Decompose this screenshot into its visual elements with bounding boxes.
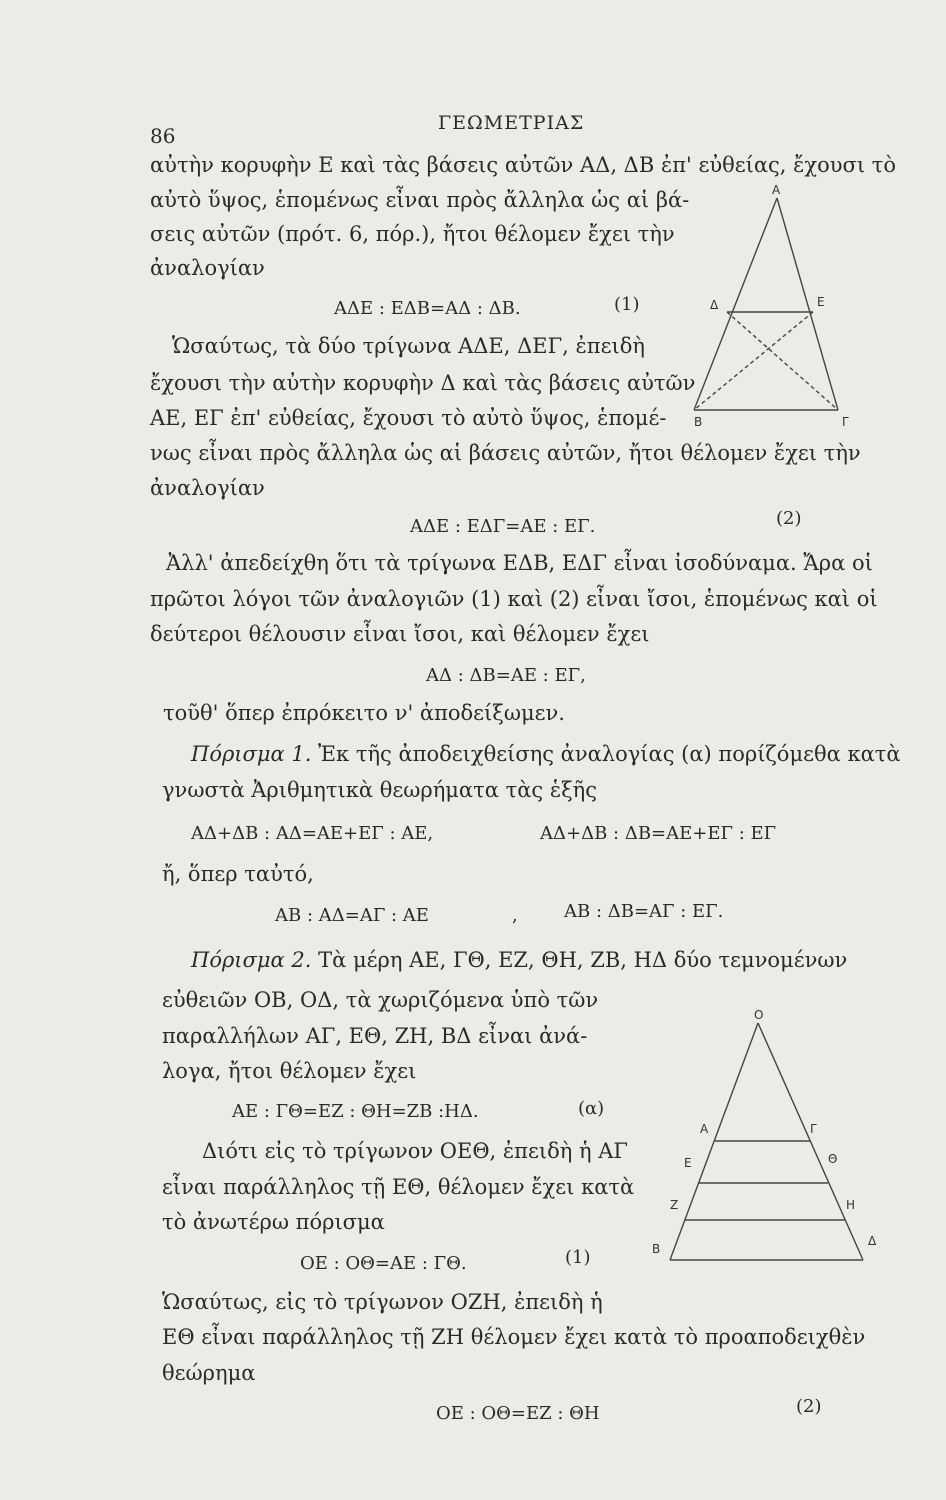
equation: ΑΕ : ΓΘ=ΕΖ : ΘΗ=ΖΒ :ΗΔ. [232,1101,479,1122]
equation-number: (1) [565,1247,591,1268]
text-line: πρῶτοι λόγοι τῶν ἀναλογιῶν (1) καὶ (2) εἶναι ἴσοι, ἑπομένως καὶ οἱ [150,587,878,611]
corollary-1-label: Πόρισμα 1. [191,742,312,766]
text-line: σεις αὐτῶν (πρότ. 6, πόρ.), ἤτοι θέλομεν ἔχει τὴν [150,222,675,246]
fig1-label-a: A [772,183,781,197]
text-line: λογα, ἤτοι θέλομεν ἔχει [162,1059,417,1083]
text-line: εὐθειῶν ΟΒ, ΟΔ, τὰ χωριζόμενα ὑπὸ τῶν [162,988,599,1012]
text-line: Ὡσαύτως, τὰ δύο τρίγωνα ΑΔΕ, ΔΕΓ, ἐπειδὴ [172,334,645,358]
triangle-figure-2 [640,1005,890,1285]
fig2-label-z: Z [670,1198,679,1212]
fig2-label-th: Θ [828,1152,838,1166]
equation-number: (2) [796,1396,822,1417]
fig2-label-o: O [754,1008,764,1022]
text-line: Ἐκ τῆς ἀποδειχθείσης ἀναλογίας (α) πορίζόμεθα κατὰ [318,742,901,766]
equation-number: (2) [776,508,802,529]
fig1-label-d: Δ [710,298,719,312]
equation: ΑΔ+ΔΒ : ΔΒ=ΑΕ+ΕΓ : ΕΓ [540,823,777,844]
equation: ΑΔΕ : ΕΔΓ=ΑΕ : ΕΓ. [410,516,596,537]
equation: ΑΒ : ΔΒ=ΑΓ : ΕΓ. [564,901,724,922]
fig2-label-d: Δ [868,1234,877,1248]
equation: ΟΕ : ΟΘ=ΑΕ : ΓΘ. [300,1253,467,1274]
text-line: ΕΘ εἶναι παράλληλος τῇ ΖΗ θέλομεν ἔχει κατὰ τὸ προαποδειχθὲν [162,1325,866,1349]
triangle-figure-1 [680,180,860,430]
text-line: αὐτὸ ὕψος, ἑπομένως εἶναι πρὸς ἄλληλα ὡς αἱ βά- [150,188,690,212]
fig1-label-b: B [694,415,703,429]
text-line: ἤ, ὅπερ ταὐτό, [162,862,314,886]
equation: ΟΕ : ΟΘ=ΕΖ : ΘΗ [436,1403,600,1424]
fig2-label-a: A [700,1122,709,1136]
equation: ΑΔ+ΔΒ : ΑΔ=ΑΕ+ΕΓ : ΑΕ, [191,823,434,844]
text-line: ΑΕ, ΕΓ ἐπ' εὐθείας, ἔχουσι τὸ αὐτὸ ὕψος, ἑπομέ- [150,406,667,430]
text-line: ἔχουσι τὴν αὐτὴν κορυφὴν Δ καὶ τὰς βάσεις αὐτῶν [150,371,696,395]
text-line: νως εἶναι πρὸς ἄλληλα ὡς αἱ βάσεις αὐτῶν, ἤτοι θέλομεν ἔχει τὴν [150,441,861,465]
text-line: Ἀλλ' ἀπεδείχθη ὅτι τὰ τρίγωνα ΕΔΒ, ΕΔΓ εἶναι ἰσοδύναμα. Ἄρα οἱ [166,551,873,575]
fig2-label-g: Γ [810,1122,817,1136]
text-line: τοῦθ' ὅπερ ἐπρόκειτο ν' ἀποδείξωμεν. [163,701,565,725]
text-line: τὸ ἀνωτέρω πόρισμα [162,1210,385,1234]
page-number: 86 [150,124,176,148]
equation-number: (1) [614,294,640,315]
equation: ΑΔ : ΔΒ=ΑΕ : ΕΓ, [426,665,586,686]
equation: ΑΒ : ΑΔ=ΑΓ : ΑΕ [275,905,429,926]
fig2-label-e: E [684,1156,692,1170]
text-line: γνωστὰ Ἀριθμητικὰ θεωρήματα τὰς ἑξῆς [162,778,597,802]
text-line: θεώρημα [162,1361,256,1385]
text-line: αὐτὴν κορυφὴν Ε καὶ τὰς βάσεις αὐτῶν ΑΔ, ΔΒ ἐπ' εὐθείας, ἔχουσι τὸ [150,153,897,177]
text-line: ἀναλογίαν [150,476,265,500]
text-line: εἶναι παράλληλος τῇ ΕΘ, θέλομεν ἔχει κατὰ [162,1175,635,1199]
text-line: Ὡσαύτως, εἰς τὸ τρίγωνον ΟΖΗ, ἐπειδὴ ἡ [162,1290,603,1314]
equation-separator: , [512,905,518,926]
fig2-label-b: B [652,1242,661,1256]
text-line: ἀναλογίαν [150,256,265,280]
corollary-2-label: Πόρισμα 2. [191,948,312,972]
equation: ΑΔΕ : ΕΔΒ=ΑΔ : ΔΒ. [334,298,521,319]
equation-number: (α) [578,1098,605,1119]
fig1-label-g: Γ [842,415,849,429]
running-title: ΓΕΩΜΕΤΡΙΑΣ [438,112,585,134]
text-line: Διότι εἰς τὸ τρίγωνον ΟΕΘ, ἐπειδὴ ἡ ΑΓ [202,1139,628,1163]
text-line: παραλλήλων ΑΓ, ΕΘ, ΖΗ, ΒΔ εἶναι ἀνά- [162,1024,588,1048]
fig2-label-h: H [846,1198,856,1212]
text-line: δεύτεροι θέλουσιν εἶναι ἴσοι, καὶ θέλομεν ἔχει [150,622,650,646]
fig1-label-e: E [817,295,825,309]
text-line: Τὰ μέρη ΑΕ, ΓΘ, ΕΖ, ΘΗ, ΖΒ, ΗΔ δύο τεμνομένων [318,948,848,972]
